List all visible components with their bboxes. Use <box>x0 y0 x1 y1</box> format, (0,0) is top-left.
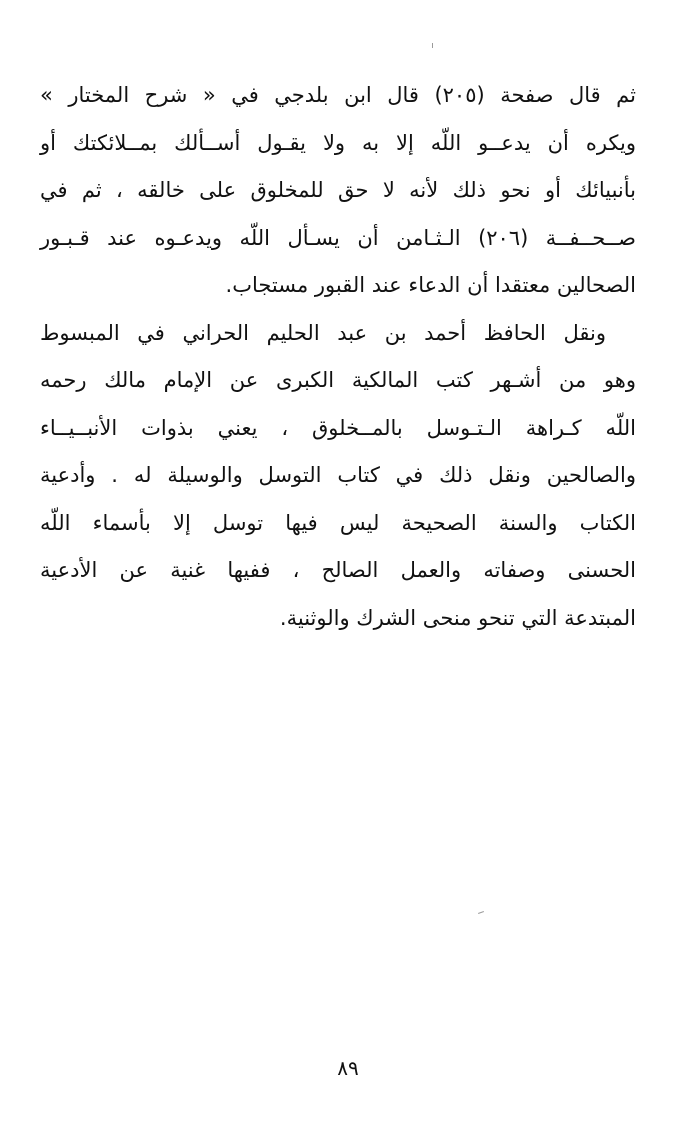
page-number: ٨٩ <box>337 1056 359 1080</box>
body-text <box>40 72 636 642</box>
text-line: ونقل الحافظ أحمد بن عبد الحليم الحراني في المبسوط <box>40 320 606 345</box>
text-line: اللّه كـراهة الـتـوسل بالمــخلوق ، يعني بذوات الأنبــيــاء <box>40 415 636 440</box>
text-line: وهو من أشـهر كتب المالكية الكبرى عن الإمام مالك رحمه <box>40 368 636 392</box>
text-line: والصالحين ونقل ذلك في كتاب التوسل والوسيلة له . وأدعية <box>40 463 636 487</box>
scan-speck <box>478 911 484 914</box>
paragraph-2 <box>40 310 636 643</box>
text-line: ثم قال صفحة (٢٠٥) قال ابن بلدجي في « شرح المختار » <box>40 83 636 107</box>
text-line: بأنبيائك أو نحو ذلك لأنه لا حق للمخلوق على خالقه ، ثم في <box>40 178 636 202</box>
text-line: صــحــفــة (٢٠٦) الـثـامن أن يسـأل اللّه ويدعـوه عند قـبـور <box>40 225 636 250</box>
text-line: الصحالين معتقدا أن الدعاء عند القبور مستجاب. <box>225 273 636 297</box>
scan-speck <box>432 43 433 48</box>
paragraph-1 <box>40 72 636 310</box>
text-line: الكتاب والسنة الصحيحة ليس فيها توسل إلا بأسماء اللّه <box>40 510 636 535</box>
text-line: المبتدعة التي تنحو منحى الشرك والوثنية. <box>279 605 636 630</box>
text-line: الحسنى وصفاته والعمل الصالح ، ففيها غنية عن الأدعية <box>40 558 636 582</box>
text-line: ويكره أن يدعــو اللّه إلا به ولا يقـول أســألك بمــلائكتك أو <box>40 130 636 155</box>
